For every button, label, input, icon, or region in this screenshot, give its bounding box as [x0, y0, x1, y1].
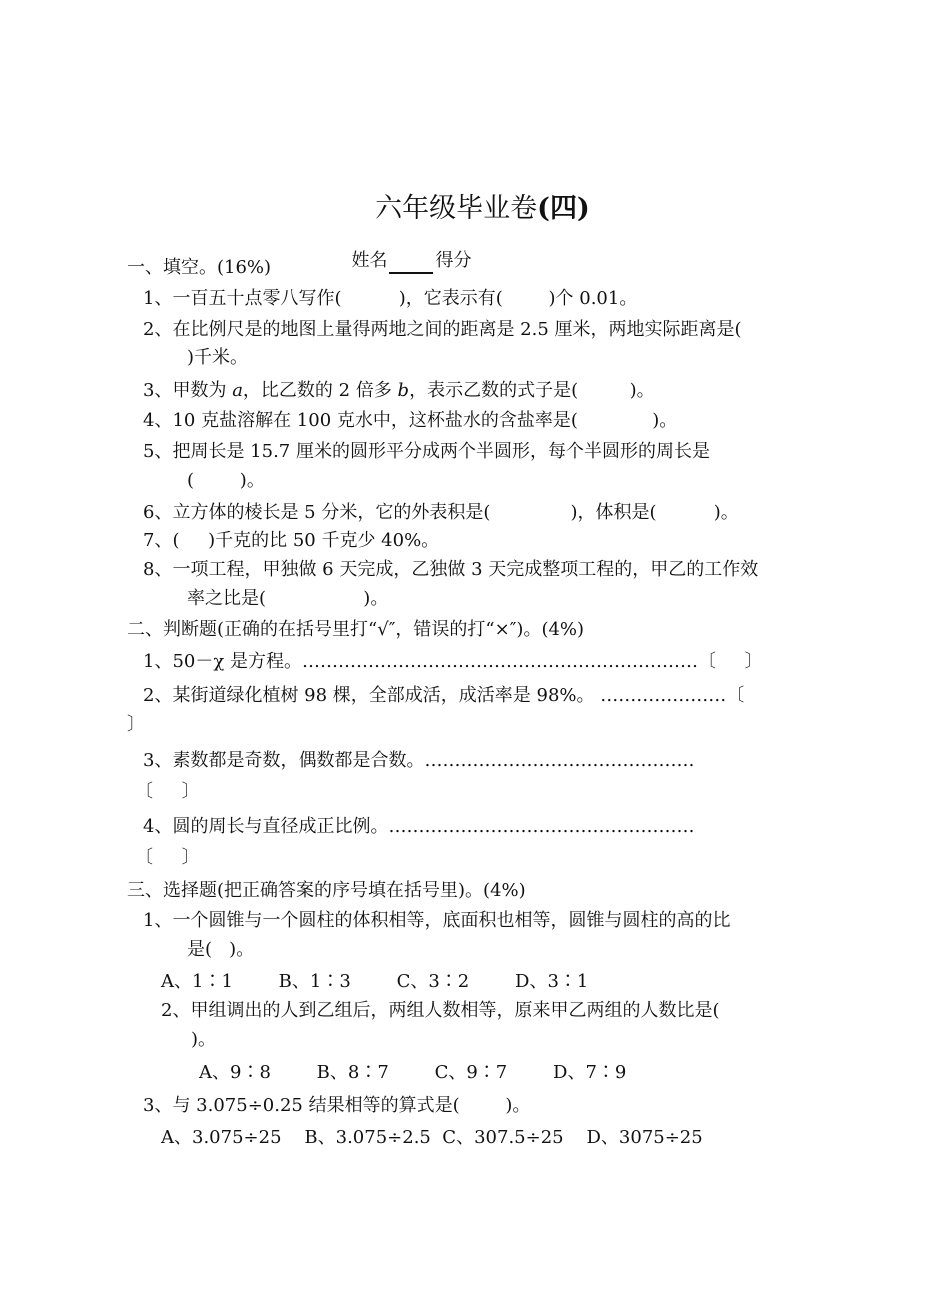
section-3-heading: 三、选择题(把正确答案的序号填在括号里)。(4%)	[127, 880, 526, 901]
s1-question-8-line-2: 率之比是( )。	[187, 588, 389, 609]
s3-question-1-line-1: 1、一个圆锥与一个圆柱的体积相等，底面积也相等，圆锥与圆柱的高的比	[143, 910, 731, 931]
s3-question-3-options: A、3.075÷25 B、3.075÷2.5 C、307.5÷25 D、3075÷25	[161, 1127, 703, 1148]
s1-question-3	[143, 378, 655, 404]
s2-question-3-line-1: 3、素数都是奇数，偶数都是合数。………………………………………	[143, 750, 695, 771]
s1-question-2-line-2: )千米。	[187, 347, 249, 368]
s1-question-5-line-1: 5、把周长是 15.7 厘米的圆形平分成两个半圆形，每个半圆形的周长是	[143, 441, 710, 462]
s3-question-3: 3、与 3.075÷0.25 结果相等的算式是( )。	[143, 1095, 531, 1116]
s3-question-1-line-2: 是( )。	[187, 939, 255, 960]
s1-question-2-line-1: 2、在比例尺是的地图上量得两地之间的距离是 2.5 厘米，两地实际距离是(	[143, 319, 742, 340]
title-main: 六年级毕业卷	[375, 193, 538, 224]
title-suffix: (四)	[537, 193, 590, 224]
s2-question-4-line-1: 4、圆的周长与直径成正比例。……………………………………………	[143, 816, 695, 837]
name-label: 姓名	[351, 250, 388, 271]
s2-question-4-line-2: 〔 〕	[135, 847, 200, 868]
name-blank[interactable]	[389, 254, 433, 274]
s1-q3-pre: 3、甲数为	[143, 380, 233, 401]
s2-question-3-line-2: 〔 〕	[135, 781, 200, 802]
s1-question-4: 4、10 克盐溶解在 100 克水中，这杯盐水的含盐率是( )。	[143, 410, 678, 431]
section-2-heading: 二、判断题(正确的在括号里打“√″，错误的打“×″)。(4%)	[127, 619, 585, 640]
variable-a: a	[232, 380, 243, 401]
s2-question-1: 1、50－χ 是方程。…………………………………………………………〔 〕	[143, 651, 763, 672]
s3-question-2-options: A、9∶8 B、8∶7 C、9∶7 D、7∶9	[199, 1062, 627, 1083]
s1-question-5-line-2: ( )。	[187, 470, 265, 491]
s2-question-2-line-2: 〕	[127, 714, 145, 735]
page-title	[358, 170, 590, 222]
s3-question-2-line-2: )。	[191, 1029, 217, 1050]
s1-q3-post: ，表示乙数的式子是( )。	[409, 380, 655, 401]
s1-question-6: 6、立方体的棱长是 5 分米，它的外表积是( )，体积是( )。	[143, 502, 739, 523]
score-label: 得分	[435, 250, 472, 271]
s2-question-2-line-1: 2、某街道绿化植树 98 棵，全部成活，成活率是 98%。 …………………〔	[143, 685, 745, 706]
section-1-heading: 一、填空。(16%)	[127, 257, 272, 278]
s1-question-7: 7、( )千克的比 50 千克少 40%。	[143, 530, 440, 551]
s3-question-2-line-1: 2、甲组调出的人到乙组后，两组人数相等，原来甲乙两组的人数比是(	[161, 1000, 720, 1021]
name-score-line	[340, 222, 471, 274]
s1-question-8-line-1: 8、一项工程，甲独做 6 天完成，乙独做 3 天完成整项工程的，甲乙的工作效	[143, 559, 759, 580]
s3-question-1-options: A、1∶1 B、1∶3 C、3∶2 D、3∶1	[161, 971, 589, 992]
s1-q3-mid: ，比乙数的 2 倍多	[242, 380, 398, 401]
variable-b: b	[397, 380, 410, 401]
s1-question-1: 1、一百五十点零八写作( )，它表示有( )个 0.01。	[143, 288, 638, 309]
